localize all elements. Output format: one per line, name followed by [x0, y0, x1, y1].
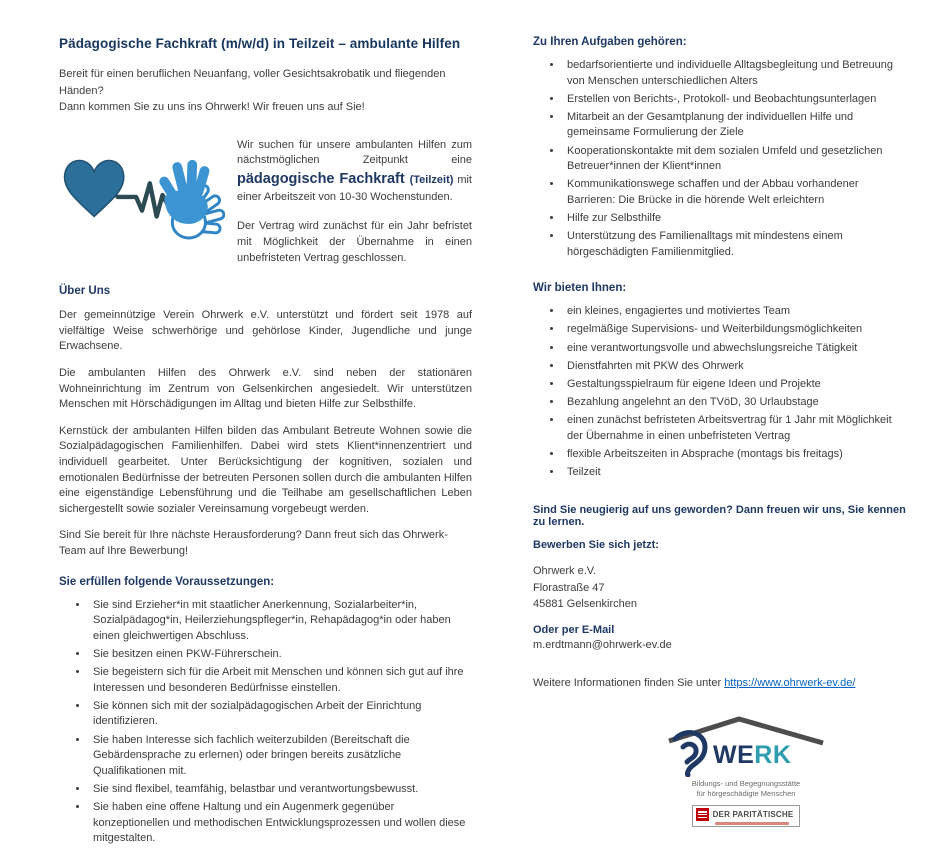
email-heading: Oder per E-Mail	[533, 623, 615, 636]
vacancy-contract: Der Vertrag wird zunächst für ein Jahr befristet mit Möglichkeit der Übernahme in einen unbefristeten Vertrag geschlossen.	[237, 220, 472, 265]
requirement-item: • Sie können sich mit der sozialpädagogischen Arbeit der Einrichtung identifizieren.	[89, 699, 472, 730]
task-item: • Erstellen von Berichts-, Protokoll- und Beobachtungsunterlagen	[563, 92, 908, 108]
paritaetische-badge	[692, 805, 801, 827]
intro-line-1: Bereit für einen beruflichen Neuanfang, voller Gesichtsakrobatik und fliegenden Händen?	[59, 68, 446, 97]
about-heading: Über Uns	[59, 285, 111, 298]
vacancy-text	[237, 138, 472, 268]
about-paragraph-3: Kernstück der ambulanten Hilfen bilden das Ambulant Betreute Wohnen sowie die Sozialpädagogischen Familienhilfen. Dabei wird stets Klient*innenzentriert und individuell gearbeitet. Unter Berücksichtigung der kognitiven, sozialen und emotionalen Bedürfnisse der betreuten Personen sollen durch die ambulanten Hilfen eine eigenständige Lebensführung und die Teilhabe am gesellschaftlichen Leben sichergestellt sowie sozialer Vereinsamung vorgebeugt werden.	[59, 424, 472, 515]
vacancy-role: pädagogische Fachkraft	[237, 171, 410, 188]
apply-heading: Bewerben Sie sich jetzt:	[533, 539, 659, 552]
intro-line-2: Dann kommen Sie zu uns ins Ohrwerk! Wir freuen uns auf Sie!	[59, 101, 365, 113]
task-item: • Unterstützung des Familienalltags mit mindestens einem hörgeschädigten Familienmitglied.	[563, 229, 908, 260]
ohrwerk-logo-top	[661, 715, 831, 777]
offer-item: • flexible Arbeitszeiten in Absprache (montags bis freitags)	[563, 447, 908, 463]
requirement-item: • Sie sind Erzieher*in mit staatlicher Anerkennung, Sozialarbeiter*in, Sozialpädagog*in, Heilerziehungspfleger*in, Rehapädagog*in oder haben einen gleichwertigen Abschluss.	[89, 598, 472, 645]
heart-ecg-hands-icon	[59, 146, 225, 246]
werk-rk-text: RK	[754, 740, 792, 769]
tasks-list	[533, 58, 908, 260]
ohrwerk-logo	[661, 715, 831, 827]
vacancy-section	[59, 138, 472, 268]
offer-item: • Bezahlung angelehnt an den TVöD, 30 Urlaubstage	[563, 395, 908, 411]
address-block	[533, 563, 908, 613]
ohrwerk-subtitle-line1: Bildungs- und Begegnungsstätte	[691, 778, 801, 788]
about-paragraph-2: Die ambulanten Hilfen des Ohrwerk e.V. sind neben der stationären Wohneinrichtung im Zentrum von Gelsenkirchen angesiedelt. Wir unterstützen Menschen mit Hörschädigungen im Alltag und bieten Hilfe zur Selbsthilfe.	[59, 366, 472, 411]
ohrwerk-logo-icon	[661, 715, 831, 777]
address-city: 45881 Gelsenkirchen	[533, 598, 637, 611]
info-line	[533, 677, 908, 689]
requirement-item: • Sie haben Interesse sich fachlich weiterzubilden (Bereitschaft die Gebärdensprache zu erlernen) oder bringen bereits zusätzliche Qualifikationen mit.	[89, 733, 472, 780]
right-column	[533, 36, 908, 827]
requirement-item: • Sie sind flexibel, teamfähig, belastbar und verantwortungsbewusst.	[89, 782, 472, 798]
vacancy-pre: Wir suchen für unsere ambulanten Hilfen zum nächstmöglichen Zeitpunkt eine	[237, 138, 472, 167]
info-text: Weitere Informationen finden Sie unter	[533, 676, 725, 689]
requirement-item: • Sie besitzen einen PKW-Führerschein.	[89, 647, 472, 663]
about-paragraph-4: Sind Sie bereit für Ihre nächste Herausforderung? Dann freut sich das Ohrwerk-Team auf Ihre Bewerbung!	[59, 529, 448, 558]
task-item: • bedarfsorientierte und individuelle Alltagsbegleitung und Betreuung von Menschen unterschiedlichen Alters	[563, 58, 908, 89]
task-item: • Mitarbeit an der Gesamtplanung der individuellen Hilfe und gemeinsame Formulierung der Ziele	[563, 110, 908, 141]
requirement-item: • Sie begeistern sich für die Arbeit mit Menschen und können sich gut auf ihre Interessen und besonderen Bedürfnisse einstellen.	[89, 665, 472, 696]
offer-item: • Dienstfahrten mit PKW des Ohrwerk	[563, 359, 908, 375]
offer-item: • Gestaltungsspielraum für eigene Ideen und Projekte	[563, 377, 908, 393]
paritaetische-icon	[696, 808, 709, 821]
task-item: • Kooperationskontakte mit dem sozialen Umfeld und gesetzlichen Betreuer*innen der Klient*innen	[563, 144, 908, 175]
offer-heading: Wir bieten Ihnen:	[533, 282, 627, 295]
ohrwerk-subtitle	[661, 779, 831, 799]
vacancy-role-suffix: (Teilzeit)	[409, 174, 458, 187]
werk-we-text: WE	[713, 740, 755, 769]
offer-list	[533, 304, 908, 480]
requirements-list	[59, 598, 472, 847]
task-item: • Hilfe zur Selbsthilfe	[563, 211, 908, 227]
paritaetische-label: DER PARITÄTISCHE	[712, 810, 794, 820]
curious-line: Sind Sie neugierig auf uns geworden? Dann freuen wir uns, Sie kennen zu lernen.	[533, 504, 906, 529]
task-item: • Kommunikationswege schaffen und der Abbau vorhandener Barrieren: Die Brücke in die hörende Welt erleichtern	[563, 177, 908, 208]
tasks-heading: Zu Ihren Aufgaben gehören:	[533, 36, 687, 48]
email-address[interactable]: m.erdtmann@ohrwerk-ev.de	[533, 638, 672, 651]
offer-item: • einen zunächst befristeten Arbeitsvertrag für 1 Jahr mit Möglichkeit der Übernahme in einen unbefristeten Vertrag	[563, 413, 908, 444]
about-paragraph-1: Der gemeinnützige Verein Ohrwerk e.V. unterstützt und fördert seit 1978 auf vielfältige Weise schwerhörige und gehörlose Kinder, Jugendliche und junge Erwachsene.	[59, 309, 472, 353]
svg-text:WERK	[713, 741, 791, 769]
website-link[interactable]: https://www.ohrwerk-ev.de/	[724, 676, 856, 689]
offer-item: • Teilzeit	[563, 465, 908, 481]
offer-item: • eine verantwortungsvolle und abwechslungsreiche Tätigkeit	[563, 341, 908, 357]
address-street: Florastraße 47	[533, 581, 605, 594]
paritaetische-redline	[715, 822, 790, 825]
left-column	[59, 36, 472, 849]
intro-paragraph	[59, 66, 472, 116]
ohrwerk-subtitle-line2: für hörgeschädigte Menschen	[696, 789, 796, 799]
page-title: Pädagogische Fachkraft (m/w/d) in Teilzeit – ambulante Hilfen	[59, 36, 461, 51]
heart-ecg-hands-logo	[59, 138, 225, 251]
address-org: Ohrwerk e.V.	[533, 565, 597, 578]
filled-hand-icon	[157, 159, 210, 223]
vacancy-post: mit einer Arbeitszeit von 10-30 Wochenstunden.	[237, 174, 472, 204]
offer-item: • ein kleines, engagiertes und motiviertes Team	[563, 304, 908, 320]
offer-item: • regelmäßige Supervisions- und Weiterbildungsmöglichkeiten	[563, 322, 908, 338]
requirements-heading: Sie erfüllen folgende Voraussetzungen:	[59, 575, 275, 588]
requirement-item: • Sie haben eine offene Haltung und ein Augenmerk gegenüber konzeptionellen und methodischen Entwicklungsprozessen und wollen diese mitgestalten.	[89, 800, 472, 847]
